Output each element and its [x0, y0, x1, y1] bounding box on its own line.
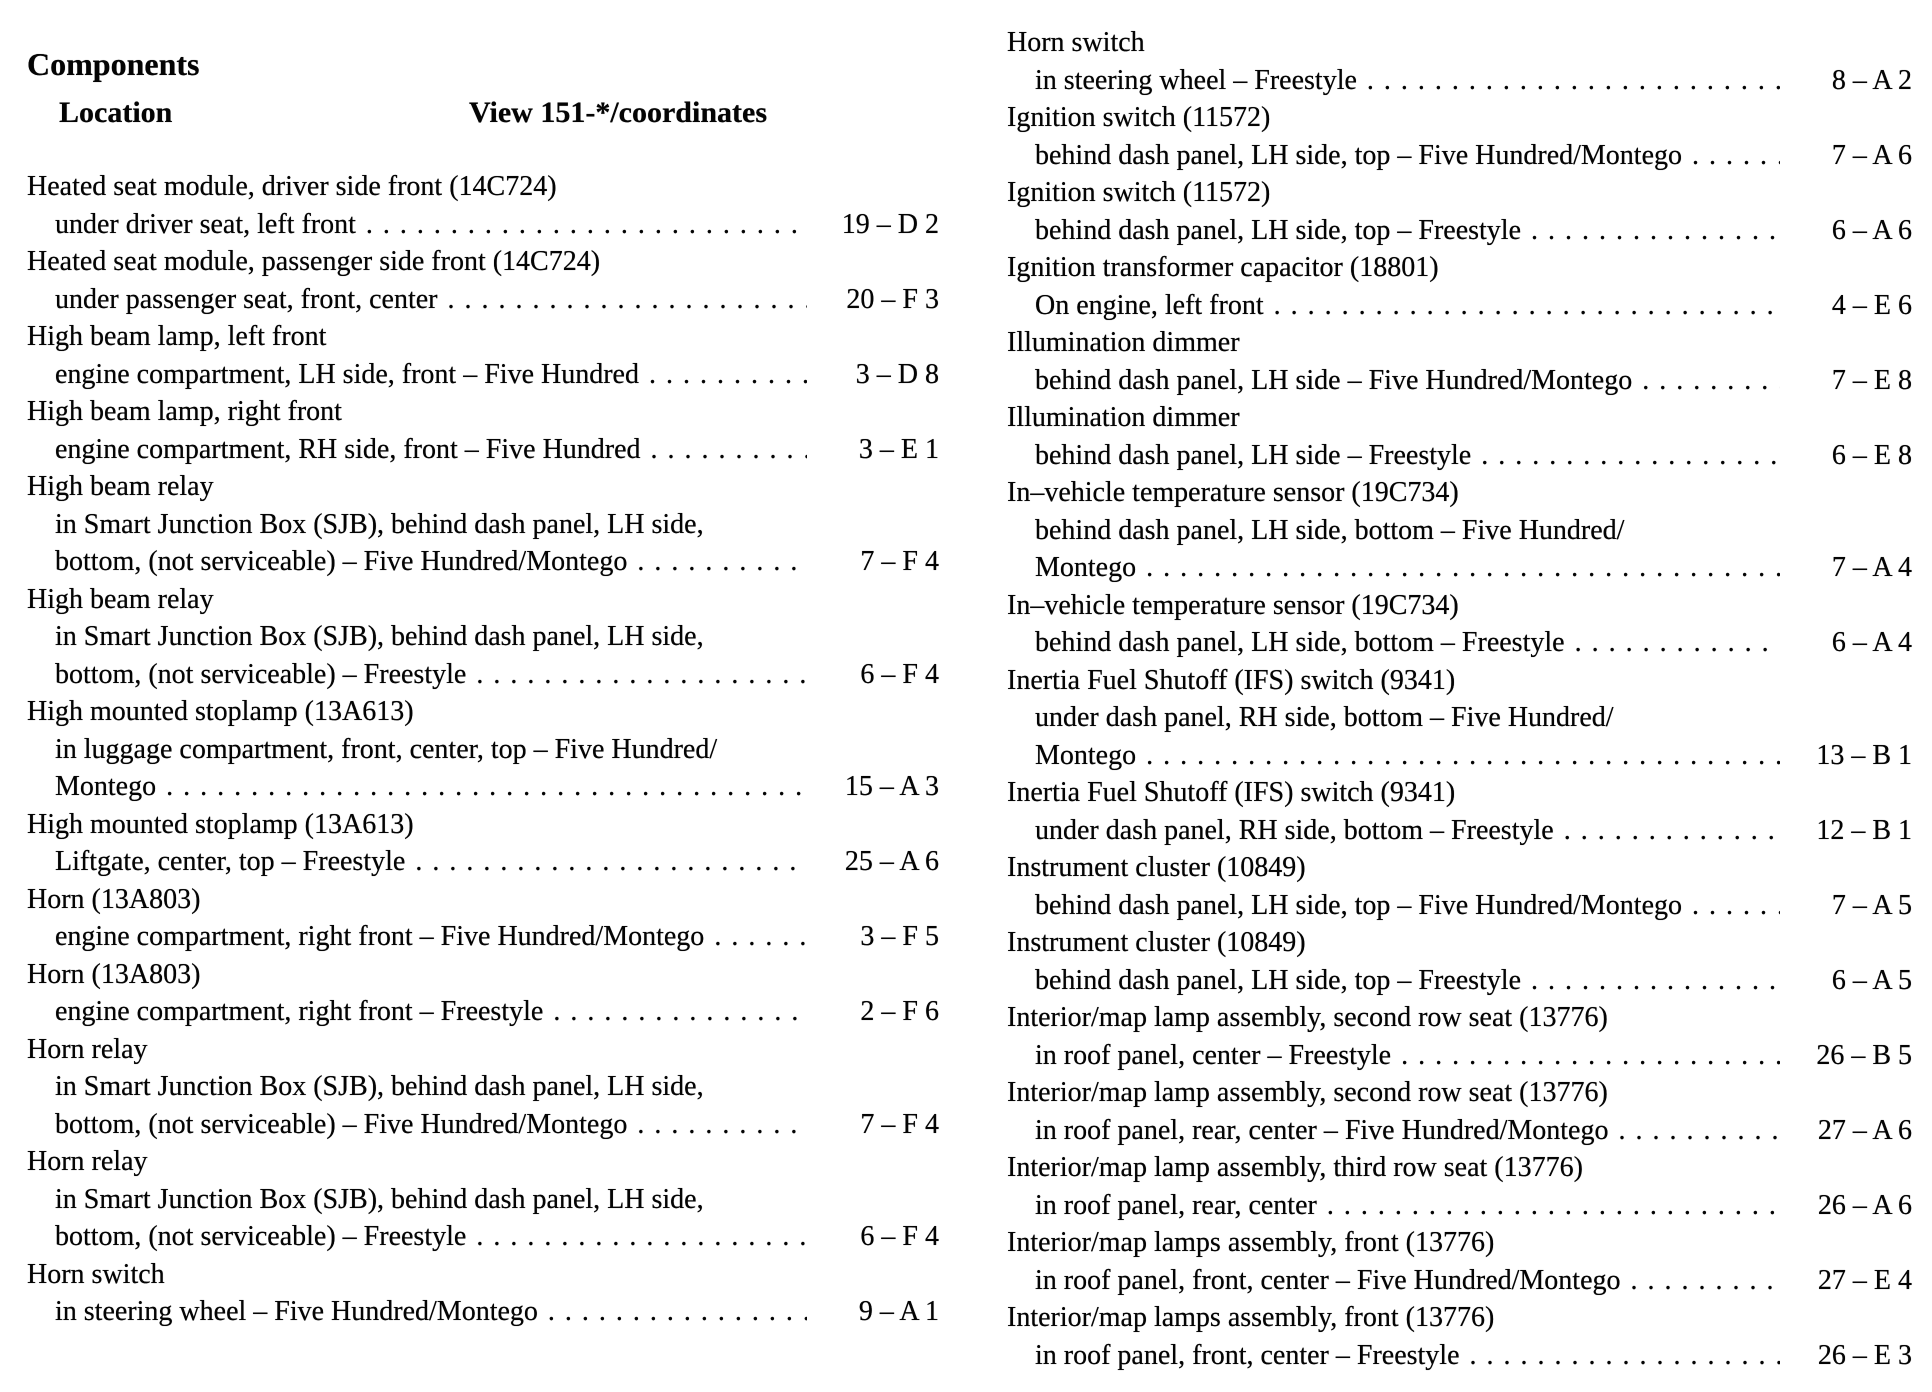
location-text: in Smart Junction Box (SJB), behind dash panel, LH side, [55, 1183, 704, 1215]
component-entry [27, 468, 939, 581]
dot-leader [1531, 212, 1780, 250]
component-name: Horn (13A803) [27, 958, 201, 990]
component-entry [1007, 662, 1912, 775]
component-entry [27, 1031, 939, 1144]
component-entry [27, 881, 939, 956]
dot-leader [651, 431, 807, 469]
location-line [1007, 512, 1912, 550]
dot-leader [166, 768, 807, 806]
location-line [1007, 287, 1912, 325]
page-title: Components [27, 46, 200, 82]
coordinate-value: 6 – F 4 [860, 1221, 939, 1252]
component-name: Interior/map lamp assembly, second row seat (13776) [1007, 1002, 1608, 1033]
right-column [1007, 24, 1912, 1374]
location-text: bottom, (not serviceable) – Five Hundred/Montego [55, 546, 628, 577]
location-text: On engine, left front [1035, 289, 1264, 321]
component-name: High mounted stoplamp (13A613) [27, 696, 414, 727]
component-name: Instrument cluster (10849) [1007, 852, 1306, 883]
location-line [27, 281, 939, 319]
coordinate-value: 7 – A 5 [1831, 889, 1912, 921]
component-name: Inertia Fuel Shutoff (IFS) switch (9341) [1007, 664, 1456, 696]
component-name: Interior/map lamp assembly, third row seat (13776) [1007, 1152, 1583, 1183]
location-text: under driver seat, left front [55, 208, 356, 240]
location-line [1007, 362, 1912, 400]
location-text: behind dash panel, LH side, top – Freestyle [1035, 964, 1522, 996]
location-text: engine compartment, right front – Five Hundred/Montego [55, 921, 705, 952]
location-text: behind dash panel, LH side, top – Five Hundred/Montego [1035, 889, 1683, 921]
location-text: in Smart Junction Box (SJB), behind dash panel, LH side, [55, 621, 704, 652]
coordinate-value: 15 – A 3 [844, 771, 939, 802]
coordinate-value: 7 – E 8 [1831, 364, 1912, 396]
coordinate-value: 27 – E 4 [1817, 1264, 1912, 1296]
component-entry [1007, 587, 1912, 662]
coordinate-value: 7 – A 4 [1831, 552, 1912, 583]
coordinate-value: 6 – E 8 [1831, 439, 1912, 471]
dot-leader [1564, 812, 1780, 850]
component-name: Inertia Fuel Shutoff (IFS) switch (9341) [1007, 777, 1456, 808]
location-text: in luggage compartment, front, center, top – Five Hundred/ [55, 733, 718, 765]
component-entry [1007, 324, 1912, 399]
dot-leader [415, 843, 807, 881]
location-header: Location [59, 96, 173, 129]
coordinate-value: 19 – D 2 [841, 208, 939, 240]
location-text: behind dash panel, LH side, top – Five Hundred/Montego [1035, 139, 1683, 171]
component-entry [27, 806, 939, 881]
location-line [1007, 137, 1912, 175]
location-line [27, 1068, 939, 1106]
location-line [27, 356, 939, 394]
component-entry [27, 393, 939, 468]
location-line [27, 768, 939, 806]
coordinate-value: 3 – D 8 [855, 358, 939, 390]
location-line [1007, 887, 1912, 925]
location-text: in roof panel, rear, center [1035, 1189, 1317, 1221]
location-line [27, 506, 939, 544]
location-line [27, 843, 939, 881]
component-name: Illumination dimmer [1007, 327, 1240, 358]
coordinate-value: 26 – B 5 [1816, 1039, 1912, 1071]
location-line [27, 543, 939, 581]
component-name: In–vehicle temperature sensor (19C734) [1007, 589, 1459, 621]
dot-leader [637, 543, 807, 581]
location-line [1007, 1262, 1912, 1300]
component-entry [27, 956, 939, 1031]
location-text: in roof panel, front, center – Five Hundred/Montego [1035, 1264, 1621, 1296]
component-name: Heated seat module, driver side front (14C724) [27, 171, 557, 202]
coordinate-value: 26 – E 3 [1817, 1339, 1912, 1371]
component-name: High mounted stoplamp (13A613) [27, 808, 414, 840]
component-name: Horn relay [27, 1146, 148, 1177]
component-entry [1007, 474, 1912, 587]
component-entry [1007, 924, 1912, 999]
location-line [1007, 699, 1912, 737]
location-text: Montego [1035, 552, 1137, 583]
location-line [1007, 1187, 1912, 1225]
component-entry [27, 318, 939, 393]
location-text: behind dash panel, LH side, bottom – Five Hundred/ [1035, 514, 1625, 546]
coordinate-value: 3 – F 5 [860, 921, 939, 952]
location-text: behind dash panel, LH side – Freestyle [1035, 439, 1472, 471]
location-line [27, 618, 939, 656]
location-line [27, 1218, 939, 1256]
location-line [27, 206, 939, 244]
location-line [27, 431, 939, 469]
location-text: in roof panel, center – Freestyle [1035, 1039, 1392, 1071]
location-text: under dash panel, RH side, bottom – Freestyle [1035, 814, 1554, 846]
component-name: Ignition switch (11572) [1007, 177, 1271, 208]
view-coordinates-header: View 151-*/coordinates [468, 96, 767, 129]
component-entry [27, 168, 939, 243]
component-entry [1007, 174, 1912, 249]
component-entry [1007, 99, 1912, 174]
left-column [27, 44, 939, 1331]
component-name: Ignition switch (11572) [1007, 102, 1271, 133]
dot-leader [548, 1293, 807, 1331]
dot-leader [714, 918, 807, 956]
coordinate-value: 9 – A 1 [858, 1296, 939, 1327]
location-line [27, 1106, 939, 1144]
component-name: Horn (13A803) [27, 883, 201, 915]
location-line [1007, 62, 1912, 100]
location-line [1007, 962, 1912, 1000]
dot-leader [1470, 1337, 1780, 1375]
dot-leader [1481, 437, 1780, 475]
dot-leader [1327, 1187, 1780, 1225]
component-entry [1007, 249, 1912, 324]
component-entry [1007, 774, 1912, 849]
dot-leader [448, 281, 808, 319]
location-text: bottom, (not serviceable) – Five Hundred/Montego [55, 1108, 628, 1140]
location-line [27, 918, 939, 956]
dot-leader [1575, 624, 1780, 662]
dot-leader [1274, 287, 1780, 325]
location-line [27, 656, 939, 694]
location-text: behind dash panel, LH side, bottom – Freestyle [1035, 627, 1565, 658]
component-name: High beam relay [27, 471, 214, 502]
dot-leader [1692, 887, 1780, 925]
component-name: High beam relay [27, 583, 214, 615]
location-text: bottom, (not serviceable) – Freestyle [55, 1221, 467, 1252]
location-text: Liftgate, center, top – Freestyle [55, 846, 406, 877]
coordinate-value: 6 – A 5 [1831, 964, 1912, 996]
coordinate-value: 27 – A 6 [1817, 1114, 1912, 1146]
component-name: Horn switch [1007, 27, 1145, 58]
component-name: Horn switch [27, 1258, 165, 1290]
location-text: in Smart Junction Box (SJB), behind dash panel, LH side, [55, 508, 704, 540]
coordinate-value: 6 – F 4 [860, 658, 939, 690]
dot-leader [1618, 1112, 1780, 1150]
component-entry [27, 1256, 939, 1331]
component-entry [1007, 24, 1912, 99]
location-text: engine compartment, right front – Freestyle [55, 996, 544, 1027]
coordinate-value: 26 – A 6 [1817, 1189, 1912, 1221]
coordinate-value: 2 – F 6 [860, 996, 939, 1027]
coordinate-value: 25 – A 6 [844, 846, 939, 877]
component-entry [27, 581, 939, 694]
location-line [27, 731, 939, 769]
location-text: under dash panel, RH side, bottom – Five Hundred/ [1035, 702, 1614, 733]
location-line [1007, 624, 1912, 662]
location-line [1007, 437, 1912, 475]
coordinate-value: 8 – A 2 [1831, 64, 1912, 96]
location-line [1007, 212, 1912, 250]
dot-leader [649, 356, 807, 394]
dot-leader [553, 993, 807, 1031]
dot-leader [1692, 137, 1780, 175]
dot-leader [476, 656, 807, 694]
coordinate-value: 7 – A 6 [1831, 139, 1912, 171]
dot-leader [1401, 1037, 1780, 1075]
location-text: in steering wheel – Five Hundred/Montego [55, 1296, 538, 1327]
dot-leader [637, 1106, 807, 1144]
component-entry [1007, 1149, 1912, 1224]
component-name: Horn relay [27, 1033, 148, 1065]
coordinate-value: 6 – A 4 [1831, 627, 1912, 658]
component-name: High beam lamp, left front [27, 321, 327, 352]
dot-leader [1146, 737, 1780, 775]
dot-leader [476, 1218, 807, 1256]
dot-leader [1367, 62, 1780, 100]
component-entry [1007, 1074, 1912, 1149]
component-name: Heated seat module, passenger side front (14C724) [27, 246, 601, 277]
component-name: Ignition transformer capacitor (18801) [1007, 252, 1439, 283]
right-entries-list [1007, 24, 1912, 1374]
component-entry [1007, 1224, 1912, 1299]
coordinate-value: 12 – B 1 [1816, 814, 1912, 846]
location-text: engine compartment, LH side, front – Five Hundred [55, 358, 639, 390]
component-name: Interior/map lamps assembly, front (13776) [1007, 1227, 1495, 1258]
location-line [27, 1181, 939, 1219]
dot-leader [1531, 962, 1780, 1000]
location-text: in Smart Junction Box (SJB), behind dash panel, LH side, [55, 1071, 704, 1102]
column-headers [27, 94, 939, 132]
component-entry [27, 1143, 939, 1256]
coordinate-value: 7 – F 4 [860, 1108, 939, 1140]
location-text: under passenger seat, front, center [55, 283, 438, 315]
component-name: Illumination dimmer [1007, 402, 1240, 433]
coordinate-value: 13 – B 1 [1816, 739, 1912, 771]
location-line [1007, 812, 1912, 850]
location-line [27, 1293, 939, 1331]
component-entry [1007, 1299, 1912, 1374]
location-text: in steering wheel – Freestyle [1035, 64, 1357, 96]
dot-leader [366, 206, 807, 244]
component-name: Interior/map lamp assembly, second row seat (13776) [1007, 1077, 1608, 1108]
location-text: behind dash panel, LH side – Five Hundred/Montego [1035, 364, 1633, 396]
coordinate-value: 6 – A 6 [1831, 214, 1912, 246]
coordinate-value: 4 – E 6 [1831, 289, 1912, 321]
component-entry [1007, 399, 1912, 474]
location-text: Montego [55, 771, 157, 802]
left-entries-list [27, 168, 939, 1331]
dot-leader [1631, 1262, 1780, 1300]
location-text: in roof panel, front, center – Freestyle [1035, 1339, 1460, 1371]
component-entry [27, 243, 939, 318]
location-text: in roof panel, rear, center – Five Hundred/Montego [1035, 1114, 1609, 1146]
component-name: High beam lamp, right front [27, 396, 342, 427]
component-entry [1007, 849, 1912, 924]
location-line [1007, 1037, 1912, 1075]
location-line [1007, 1112, 1912, 1150]
location-line [1007, 1337, 1912, 1375]
location-text: bottom, (not serviceable) – Freestyle [55, 658, 467, 690]
location-text: engine compartment, RH side, front – Five Hundred [55, 433, 641, 465]
component-name: Instrument cluster (10849) [1007, 927, 1306, 958]
component-name: In–vehicle temperature sensor (19C734) [1007, 477, 1459, 508]
dot-leader [1146, 549, 1780, 587]
location-line [1007, 549, 1912, 587]
component-entry [27, 693, 939, 806]
component-entry [1007, 999, 1912, 1074]
location-line [27, 993, 939, 1031]
coordinate-value: 3 – E 1 [858, 433, 939, 465]
coordinate-value: 7 – F 4 [860, 546, 939, 577]
location-line [1007, 737, 1912, 775]
component-name: Interior/map lamps assembly, front (13776) [1007, 1302, 1495, 1333]
location-text: behind dash panel, LH side, top – Freestyle [1035, 214, 1522, 246]
dot-leader [1642, 362, 1780, 400]
coordinate-value: 20 – F 3 [846, 283, 939, 315]
location-text: Montego [1035, 739, 1137, 771]
